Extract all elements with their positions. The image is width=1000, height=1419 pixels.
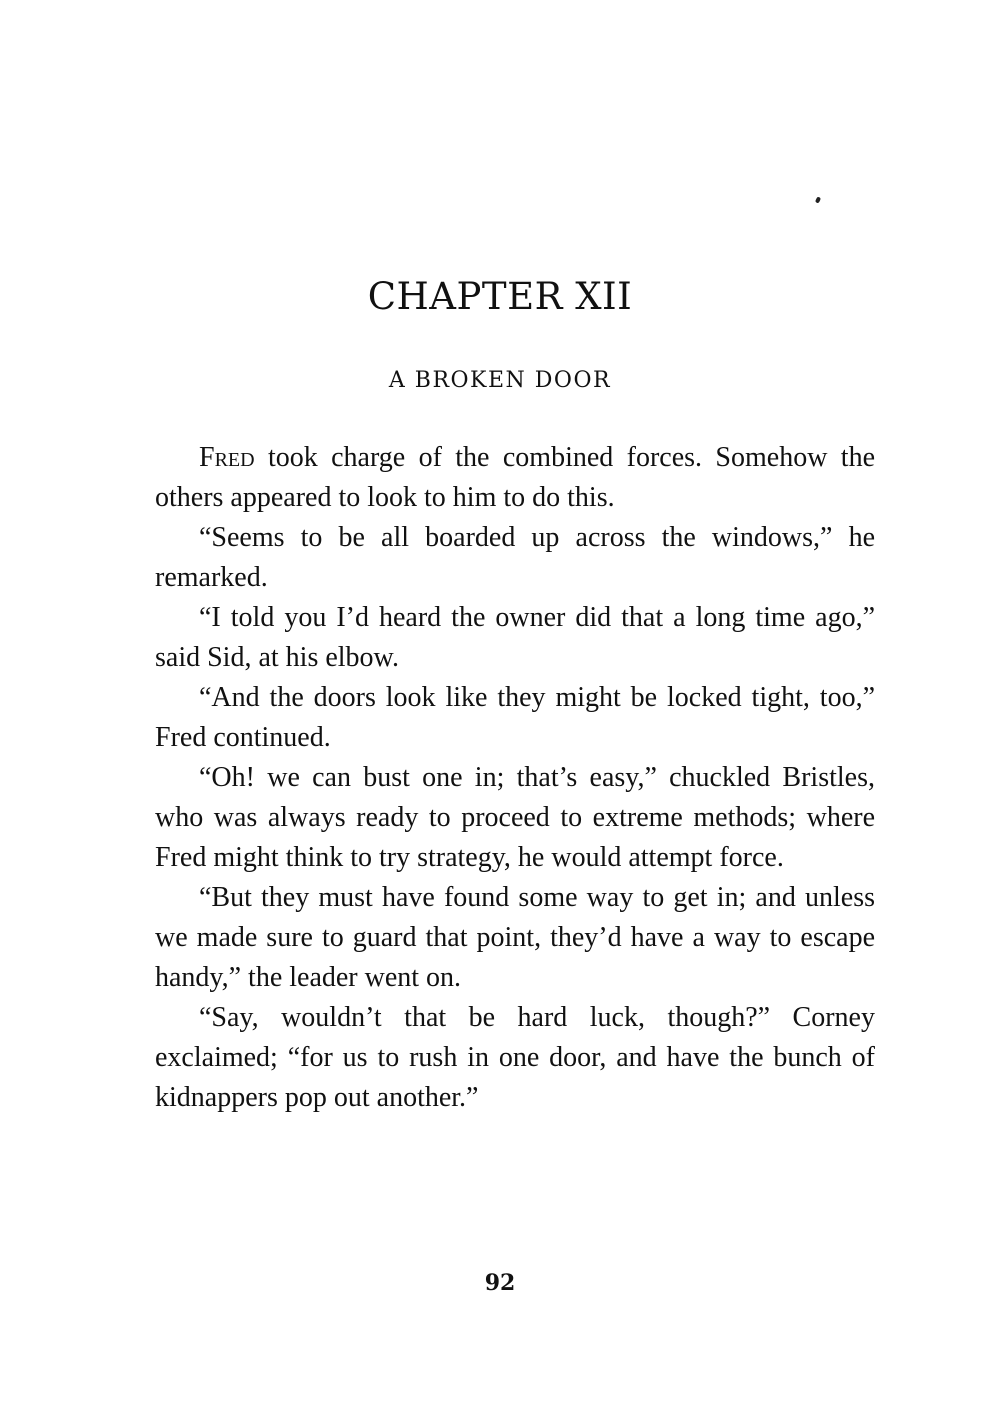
paragraph-lead-word: Fred xyxy=(199,442,255,473)
page-number: 92 xyxy=(484,1270,516,1296)
chapter-heading: CHAPTER XII xyxy=(367,275,633,318)
paragraph-text: took charge of the combined forces. Somehow the others appeared to look to him to do this. xyxy=(155,442,875,513)
paragraph-6: “But they must have found some way to get in; and unless we made sure to guard that point, they’d have a way to escape handy,” the leader went on. xyxy=(155,882,875,993)
ink-speck xyxy=(815,196,821,203)
body-text xyxy=(155,438,875,1118)
paragraph-4: “And the doors look like they might be locked tight, too,” Fred continued. xyxy=(155,682,875,753)
chapter-title: A BROKEN DOOR xyxy=(388,368,612,393)
paragraph-7: “Say, wouldn’t that be hard luck, though?” Corney exclaimed; “for us to rush in one door, and have the bunch of kidnappers pop out another.” xyxy=(155,1002,875,1113)
paragraph-2: “Seems to be all boarded up across the windows,” he remarked. xyxy=(155,522,875,593)
paragraph-3: “I told you I’d heard the owner did that a long time ago,” said Sid, at his elbow. xyxy=(155,602,875,673)
paragraph-5: “Oh! we can bust one in; that’s easy,” chuckled Bristles, who was always ready to proceed to extreme methods; where Fred might think to try strategy, he would attempt force. xyxy=(155,762,875,873)
paragraph-1 xyxy=(155,438,875,518)
